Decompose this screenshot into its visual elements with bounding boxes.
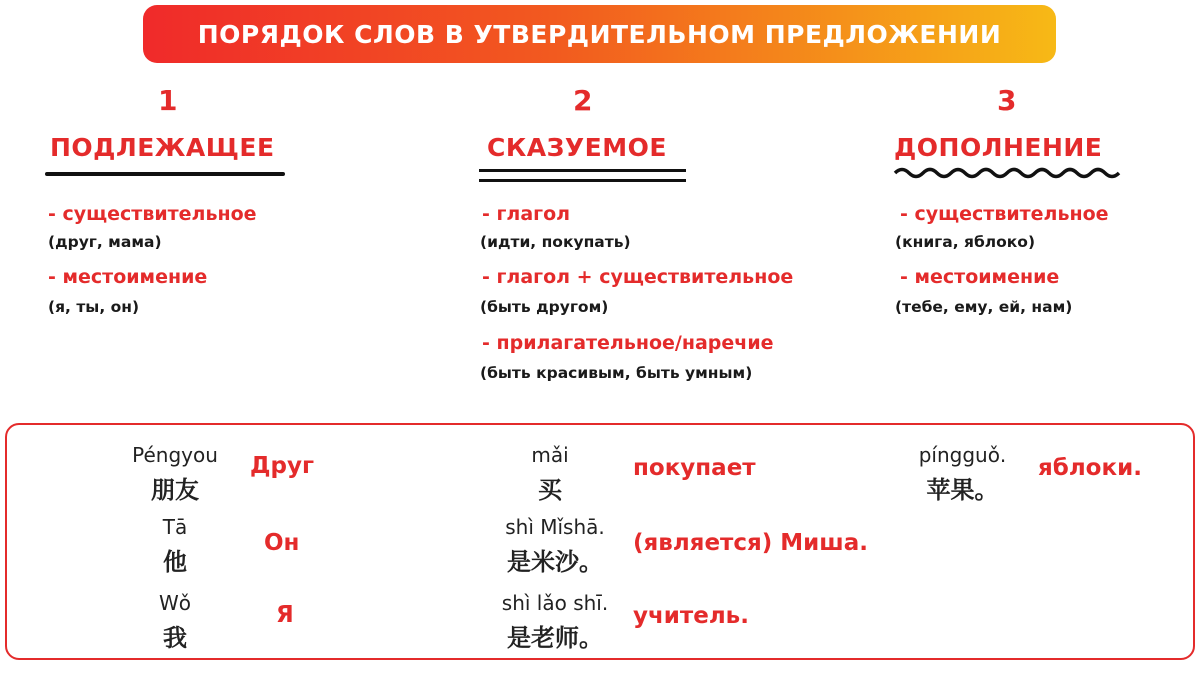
column-2-heading: СКАЗУЕМОЕ — [487, 133, 667, 162]
page-title: ПОРЯДОК СЛОВ В УТВЕРДИТЕЛЬНОМ ПРЕДЛОЖЕНИИ — [197, 19, 1002, 49]
column-3-term-2: - местоимение — [900, 266, 1060, 288]
predicate-3-pinyin: shì lǎo shī. — [501, 591, 609, 615]
column-3-heading: ДОПОЛНЕНИЕ — [894, 133, 1103, 162]
column-1-number: 1 — [158, 84, 178, 117]
predicate-1-translation: покупает — [633, 455, 756, 481]
object-1-translation: яблоки. — [1038, 455, 1142, 481]
double-underline-bottom — [479, 179, 686, 182]
object-1-pinyin: píngguǒ. — [918, 443, 1007, 467]
predicate-1-hanzi: 买 — [538, 476, 562, 504]
subject-3-hanzi: 我 — [163, 624, 187, 652]
column-2-term-1: - глагол — [482, 203, 571, 225]
predicate-2-translation: (является) Миша. — [633, 530, 868, 556]
column-2-example-1: (идти, покупать) — [480, 233, 631, 251]
subject-2-hanzi: 他 — [163, 548, 187, 576]
column-1-example-2: (я, ты, он) — [48, 298, 140, 316]
object-1-hanzi: 苹果。 — [926, 476, 999, 504]
wavy-underline — [893, 164, 1123, 182]
subject-2-pinyin: Tā — [162, 515, 188, 539]
column-1-heading: ПОДЛЕЖАЩЕЕ — [50, 133, 275, 162]
title-banner — [143, 5, 1056, 63]
column-3-term-1: - существительное — [900, 203, 1109, 225]
column-1-term-2: - местоимение — [48, 266, 208, 288]
column-2-example-3: (быть красивым, быть умным) — [480, 364, 753, 382]
column-1-example-1: (друг, мама) — [48, 233, 162, 251]
single-underline — [45, 172, 285, 176]
column-2-example-2: (быть другом) — [480, 298, 609, 316]
predicate-3-translation: учитель. — [633, 603, 749, 629]
predicate-2-pinyin: shì Mǐshā. — [505, 515, 605, 539]
subject-3-pinyin: Wǒ — [158, 591, 191, 615]
column-3-example-2: (тебе, ему, ей, нам) — [895, 298, 1073, 316]
subject-2-translation: Он — [264, 530, 300, 556]
column-3-number: 3 — [997, 84, 1017, 117]
subject-1-pinyin: Péngyou — [132, 443, 218, 467]
predicate-2-hanzi: 是米沙。 — [507, 548, 603, 576]
double-underline-top — [479, 169, 686, 172]
subject-1-translation: Друг — [250, 453, 314, 479]
column-2-term-3: - прилагательное/наречие — [482, 332, 774, 354]
predicate-1-pinyin: mǎi — [531, 443, 569, 467]
column-2-number: 2 — [573, 84, 593, 117]
column-2-term-2: - глагол + существительное — [482, 266, 794, 288]
column-1-term-1: - существительное — [48, 203, 257, 225]
subject-3-translation: Я — [276, 602, 294, 628]
subject-1-hanzi: 朋友 — [151, 476, 199, 504]
column-3-example-1: (книга, яблоко) — [895, 233, 1036, 251]
predicate-3-hanzi: 是老师。 — [507, 624, 603, 652]
